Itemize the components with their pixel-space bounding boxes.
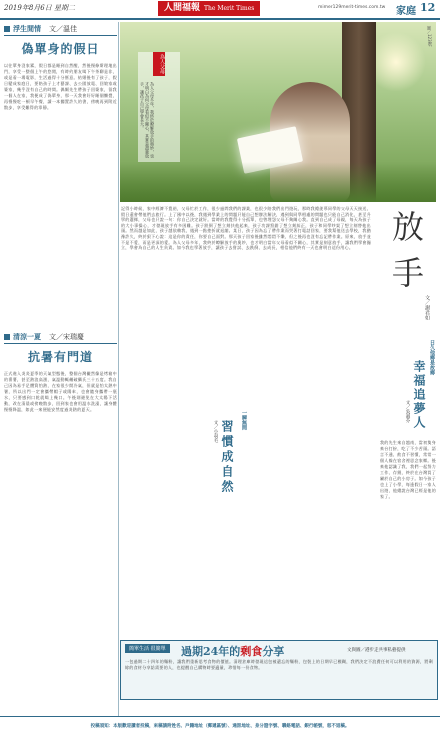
feature-box-leftover-food [120, 640, 438, 700]
article-happy-dreamer [380, 340, 436, 600]
column-divider [118, 22, 119, 716]
square-icon [4, 334, 10, 340]
logo-en: The Merit Times [204, 5, 255, 12]
header-url: mimer129merit-times.com.tw [318, 5, 386, 10]
title-part-2: 分享 [262, 645, 285, 658]
feature-tag [125, 644, 170, 653]
newspaper-logo [158, 1, 260, 16]
header-date: 2019年8月6日 星期二 [4, 4, 75, 12]
feature-author: 文與圖／港步走共事私藝提供 [347, 648, 406, 653]
grass-ground [120, 162, 436, 202]
article-body: 記得小時候，家中經濟不寬裕，父母忙於工作，很少過問我們的課業，也很少陪我們出門遊玩，那時我總羨慕同學的父母天天接送、假日還會帶他們去旅行。上了國中以後，我遇到學業上的問題只能自己想辦法解決，遇到與同學相處的問題也只能自己消化，甚至升學的選擇，父母也只說一句：你自己決定就好。當時的我覺得十分孤單，也曾埋怨父母不夠關心我。直到自己成了母親，每天為孩子的大小事操心，才發現放手有多困難。孩子跌倒了想立刻扶他起來，孩子功課寫錯了想立刻糾正，孩子和同學吵架了想立刻替他出頭。然而越是如此，孩子越依賴我，遇到一點挫折就退縮。某日，孩子因為忘了帶作業而哭著打電話回家，要我幫他送去學校，我猶豫許久，終於狠下心說：這是你的責任，你要自己面對。那天孩子回家後雖然悶悶不樂，但之後再也沒有忘記帶作業。原來，放手並不是不愛，而是更深的愛。為人父母多年，我終於瞭解放手的奧妙，也才明白當年父母看似不關心，其實是刻意放手，讓我們學會獨立，學會為自己的人生負責。如今我也學著放手，讓孩子去嘗試、去跌倒、去成長，相信他們終有一天也會明白這份用心。 [121, 206, 371, 251]
article-title: 幸福追夢人 [412, 360, 426, 430]
column-name: 清涼一夏 [13, 333, 41, 341]
quote-tag: 為人父母 [153, 52, 165, 76]
left-column [4, 24, 117, 678]
article-column-head [4, 332, 117, 344]
feature-tag-text-2: 很簡單 [150, 646, 166, 652]
feature-body: 一包過期二十四年的麵粉，讓我們重新思考食物的價值。清理倉庫時發現這包被遺忘的麵粉，包裝上的日期早已模糊，我們決定不浪費任何可以利用的資源，將剩餘的食材分享給需要的人，也提醒自己購物時要適量，珍惜每一份食物。 [125, 659, 433, 670]
column-name: 一瞬無間 [241, 410, 247, 430]
article-title: 放手 [387, 210, 425, 302]
article-author: 文／吳淑芬 [405, 400, 410, 423]
page-header [0, 0, 440, 20]
article-author: 文／小羽毛 [213, 420, 218, 443]
article-author: 文／謝君如 [424, 295, 430, 320]
column-name: 日久他鄉是故鄉 [429, 340, 435, 375]
title-emphasis: 剩食 [240, 645, 263, 658]
article-author: 文／溫佳 [49, 25, 77, 33]
section-name: 家庭 [396, 6, 416, 17]
main-article-heading [376, 200, 436, 330]
feature-title [181, 643, 284, 659]
article-title: 偽單身的假日 [21, 42, 100, 56]
article-beat-heat [4, 332, 117, 413]
article-title: 抗暑有門道 [27, 350, 93, 364]
hero-image [120, 22, 436, 202]
article-body-box [380, 440, 436, 600]
article-body: 以往單身沒家累，假日都是睡到自然醒，然後慢條斯理地出門，享受一整個上午的悠閒，有時約朋友喝下午茶聊是非，或是看一場電影，生活過得十分愜意。結婚後有了孩子，假日變成家庭日，要陪孩子上才藝課、去公園放電、回娘家或婆家，幾乎沒有自己的時間。偶爾先生帶孩子回婆家，留我一個人在家，我便成了偽單身，那一天我會好好睡個懶覺，再慢慢吃一頓早午餐，讀一本擱置許久的書，傍晚再到附近散步，享受難得的寧靜。 [4, 63, 117, 110]
article-pretend-single [4, 24, 117, 324]
submission-notice: 投稿須知：本版歡迎讀者投稿，來稿請附姓名、戶籍地址（郵遞區號）、通訊地址、身分證字號、聯絡電話、銀行帳號，恕不退稿。 [0, 716, 440, 736]
article-column-head [4, 24, 117, 36]
article-habit [178, 410, 248, 520]
page-number: 12 [420, 1, 436, 14]
feature-tag-text: 簡單生活 [129, 646, 150, 652]
article-body: 我的先生來自越南，當初隻身來台打拚，吃了不少苦頭。語言不通、飲食不習慣，常常一個人躲在宿舍裡思念家鄉。後來他認識了我，我們一起努力工作、存錢，終於在台灣買了屬於自己的小房子。如今孩子也上了小學，每逢假日一家人出遊，他總說台灣已經是他的家了。 [380, 440, 436, 499]
article-author: 文／宋瑞慶 [49, 333, 84, 341]
title-part-1: 過期24年的 [181, 645, 241, 658]
feature-body-box [125, 659, 433, 697]
quote-text: 為人父母多年，我終於瞭解放手的奧妙，也才明白為何父母看似不關心，其實是盡量放手，讓孩子自己學會長大。 [140, 82, 155, 158]
pull-quote [138, 52, 180, 162]
logo-cn: 人間福報 [164, 3, 201, 13]
column-name: 浮生閒情 [13, 25, 41, 33]
article-body: 正式進入炎炎夏季的天氣型態後，整個台灣儼然像是烤箱中的番薯，甚至熱浪高漲，氣溫動輒飆破攝氏三十五度。我自己因為易手足體質怕熱，在家很少開冷氣，但就是怕太熱中暑，所以出門一定會攜帶帽子或陽傘，也會隨身攜帶一瓶水，只要感到口乾就喝上幾口。午後則避免在大太陽下活動，改在清晨或傍晚散步，回到家也會用溫水洗澡，讓身體慢慢降溫，如此一來便能安然度過炎熱的夏天。 [4, 371, 117, 412]
square-icon [4, 26, 10, 32]
article-title: 習慣成自然 [220, 420, 234, 495]
photo-credit: 圖／123RF [427, 26, 432, 47]
